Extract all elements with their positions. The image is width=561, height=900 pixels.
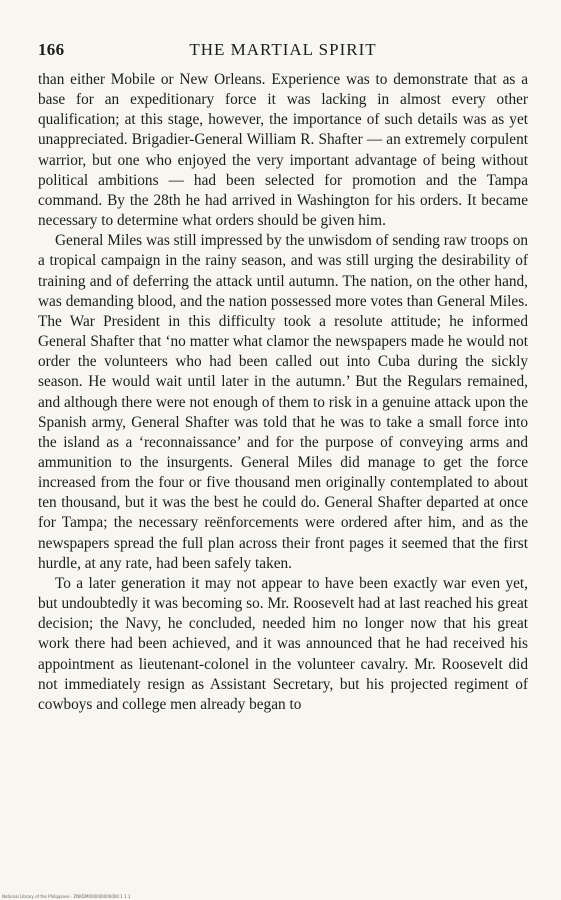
paragraph-continued: than either Mobile or New Orleans. Experience was to demonstrate that as a base for an expeditionary force it was lacking in almost every other qualification; at this stage, however, the importance of such details was as yet unappreciated. Brigadier-General William R. Shafter — an extremely corpulent warrior, but one who enjoyed the very important advantage of being without political ambitions — had been selected for promotion and the Tampa command. By the 28th he had arrived in Washington for his orders. It became necessary to determine what orders should be given him.	[38, 71, 528, 230]
book-page	[38, 40, 528, 715]
scan-footer: National Library of the Philippines · ZNKDM000000000000 1 1 1	[2, 894, 131, 899]
body-text	[38, 70, 528, 715]
paragraph: General Miles was still impressed by the unwisdom of sending raw troops on a tropical campaign in the rainy season, and was still urging the desirability of training and of deferring the attack until autumn. The nation, on the other hand, was demanding blood, and the nation possessed more votes than General Miles. The War President in this difficulty took a resolute attitude; he informed General Shafter that ‘no matter what clamor the newspapers made he would not order the volunteers who had been called out into Cuba during the sickly season. He would wait until later in the autumn.’ But the Regulars remained, and although there were not enough of them to risk in a genuine attack upon the Spanish army, General Shafter was told that he was to take a small force into the island as a ‘reconnaissance’ and for the purpose of conveying arms and ammunition to the insurgents. General Miles did manage to get the force increased from the four or five thousand men originally contemplated to about ten thousand, but it was the best he could do. General Shafter departed at once for Tampa; the necessary reënforcements were ordered after him, and as the newspapers spread the full plan across their front pages it seemed that the first hurdle, at any rate, had been safely taken.	[38, 232, 528, 572]
paragraph: To a later generation it may not appear to have been exactly war even yet, but undoubtedly it was becoming so. Mr. Roosevelt had at last reached his great decision; the Navy, he concluded, needed him no longer now that his great work there had been achieved, and it was announced that he had received his appointment as lieutenant-colonel in the volunteer cavalry. Mr. Roosevelt did not immediately resign as Assistant Secretary, but his projected regiment of cowboys and college men already began to	[38, 574, 528, 713]
running-title: THE MARTIAL SPIRIT	[189, 40, 377, 59]
page-number: 166	[38, 40, 65, 59]
running-head	[38, 40, 528, 62]
